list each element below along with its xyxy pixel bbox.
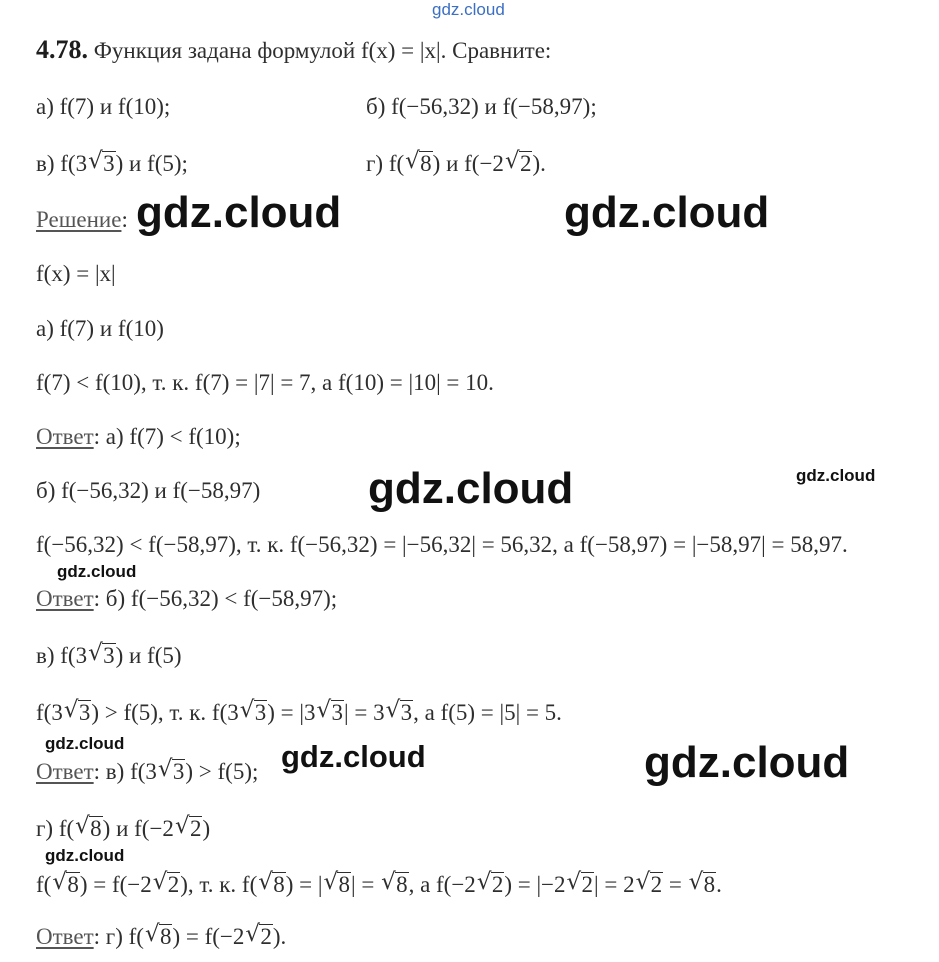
part-g-line: f( √ 8) = f(−2 √ 2), т. к. f( √ 8) = | √ 8| = √ 8, а f(−2 √ 2) = |−2 √ 2| = 2 √ 2 = √ 8. xyxy=(36,869,722,897)
sqrt-symbol: √ 2 xyxy=(566,869,594,897)
part-g-title: г) f( √ 8) и f(−2 √ 2) xyxy=(36,813,211,841)
problem-statement xyxy=(36,36,551,65)
sqrt-symbol: √ 3 xyxy=(88,640,115,668)
solution-colon: : xyxy=(121,207,128,232)
part-b-title: б) f(−56,32) и f(−58,97) xyxy=(36,478,261,503)
watermark: gdz.cloud xyxy=(368,464,574,513)
part-a-answer: Ответ: а) f(7) < f(10); xyxy=(36,424,241,449)
sqrt-symbol: √ 8 xyxy=(688,869,716,897)
watermark-top: gdz.cloud xyxy=(432,0,505,19)
answer-label: Ответ xyxy=(36,759,94,784)
solution-heading xyxy=(36,206,128,234)
sqrt-symbol: √ 3 xyxy=(316,697,344,725)
watermark: gdz.cloud xyxy=(57,562,137,581)
item-v: в) f(3 √ 3) и f(5); xyxy=(36,148,188,176)
item-b: б) f(−56,32) и f(−58,97); xyxy=(366,94,597,119)
sqrt-symbol: √ 8 xyxy=(323,869,350,897)
answer-label: Ответ xyxy=(36,586,94,611)
sqrt-symbol: √ 8 xyxy=(75,813,102,841)
sqrt-symbol: √ 2 xyxy=(152,869,180,897)
problem-number: 4.78. xyxy=(36,35,88,64)
watermark: gdz.cloud xyxy=(564,188,770,237)
sqrt-symbol: √ 8 xyxy=(381,869,408,897)
sqrt-symbol: √ 2 xyxy=(504,148,532,176)
solution-label: Решение xyxy=(36,207,122,232)
sqrt-symbol: √ 3 xyxy=(157,756,185,784)
problem-items-row2 xyxy=(36,150,916,178)
item-a: а) f(7) и f(10); xyxy=(36,94,171,119)
part-a-title: а) f(7) и f(10) xyxy=(36,316,164,341)
sqrt-symbol: √ 2 xyxy=(245,921,272,949)
sqrt-symbol: √ 3 xyxy=(63,697,91,725)
part-v-title: в) f(3 √ 3) и f(5) xyxy=(36,640,182,668)
item-g: г) f( √ 8) и f(−2 √ 2). xyxy=(366,148,546,176)
sqrt-symbol: √ 2 xyxy=(476,869,504,897)
problem-items-row1 xyxy=(36,93,916,121)
formula: f(x) = |x| xyxy=(36,261,116,286)
sqrt-symbol: √ 2 xyxy=(635,869,663,897)
watermark: gdz.cloud xyxy=(796,466,876,485)
problem-text: Функция задана формулой f(x) = |x|. Сравните: xyxy=(93,38,552,63)
sqrt-symbol: √ 8 xyxy=(52,869,79,897)
watermark: gdz.cloud xyxy=(136,188,342,237)
sqrt-symbol: √ 2 xyxy=(174,813,202,841)
watermark: gdz.cloud xyxy=(644,738,850,787)
part-v-answer: Ответ: в) f(3 √ 3) > f(5); xyxy=(36,756,259,784)
watermark: gdz.cloud xyxy=(45,734,125,753)
answer-label: Ответ xyxy=(36,924,94,949)
answer-label: Ответ xyxy=(36,424,94,449)
watermark: gdz.cloud xyxy=(45,846,125,865)
part-b-line: f(−56,32) < f(−58,97), т. к. f(−56,32) = |−56,32| = 56,32, а f(−58,97) = |−58,97| = 58,97. xyxy=(36,532,848,557)
sqrt-symbol: √ 8 xyxy=(405,148,432,176)
sqrt-symbol: √ 8 xyxy=(258,869,285,897)
part-a-line: f(7) < f(10), т. к. f(7) = |7| = 7, а f(10) = |10| = 10. xyxy=(36,370,494,395)
sqrt-symbol: √ 3 xyxy=(385,697,413,725)
sqrt-symbol: √ 3 xyxy=(239,697,267,725)
part-v-line: f(3 √ 3) > f(5), т. к. f(3 √ 3) = |3 √ 3| = 3 √ 3, а f(5) = |5| = 5. xyxy=(36,697,562,725)
part-b-answer: Ответ: б) f(−56,32) < f(−58,97); xyxy=(36,586,338,611)
sqrt-symbol: √ 3 xyxy=(88,148,115,176)
watermark: gdz.cloud xyxy=(281,739,426,774)
sqrt-symbol: √ 8 xyxy=(144,921,172,949)
part-g-answer: Ответ: г) f( √ 8) = f(−2 √ 2). xyxy=(36,921,287,949)
